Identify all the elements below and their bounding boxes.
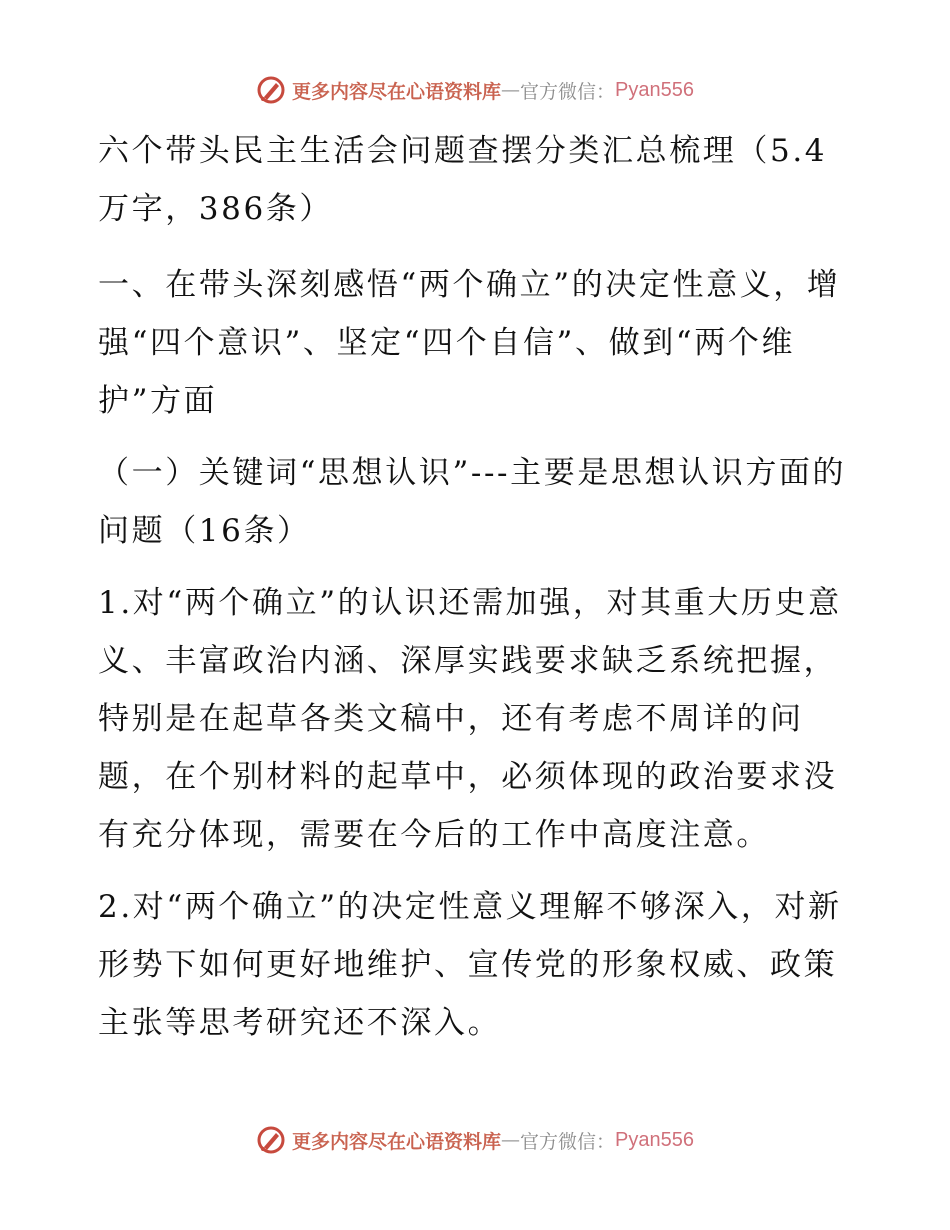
wechat-id: Pyan556 <box>615 1128 694 1151</box>
wechat-label: 官方微信： <box>520 1130 616 1153</box>
list-item: 2.对“两个确立”的决定性意义理解不够深入，对新形势下如何更好地维护、宣传党的形象权威、政策主张等思考研究还不深入。 <box>98 889 842 1041</box>
list-item: 1.对“两个确立”的认识还需加强，对其重大历史意义、丰富政治内涵、深厚实践要求缺乏系统把握，特别是在起草各类文稿中，还有考虑不周详的问题，在个别材料的起草中，必须体现的政治要求没有充分体现，需要在今后的工作中高度注意。 <box>98 585 842 853</box>
wechat-id: Pyan556 <box>615 78 694 101</box>
banner-text: 更多内容尽在心语资料库 <box>292 80 502 103</box>
footer-watermark-banner <box>0 1120 950 1160</box>
banner-dash: — <box>501 1129 521 1151</box>
banner-dash: — <box>501 79 521 101</box>
banner-text: 更多内容尽在心语资料库 <box>292 1130 502 1153</box>
document-title: 六个带头民主生活会问题查摆分类汇总梳理（5.4万字，386条） <box>98 133 828 227</box>
wechat-label: 官方微信： <box>520 80 616 103</box>
section-heading: 一、在带头深刻感悟“两个确立”的决定性意义，增强“四个意识”、坚定“四个自信”、做到“两个维护”方面 <box>98 267 841 419</box>
pen-logo-icon <box>256 75 286 105</box>
subsection-heading: （一）关键词“思想认识”---主要是思想认识方面的问题（16条） <box>98 455 847 549</box>
header-watermark-banner <box>0 70 950 110</box>
pen-logo-icon <box>256 1125 286 1155</box>
document-body <box>98 122 858 1052</box>
